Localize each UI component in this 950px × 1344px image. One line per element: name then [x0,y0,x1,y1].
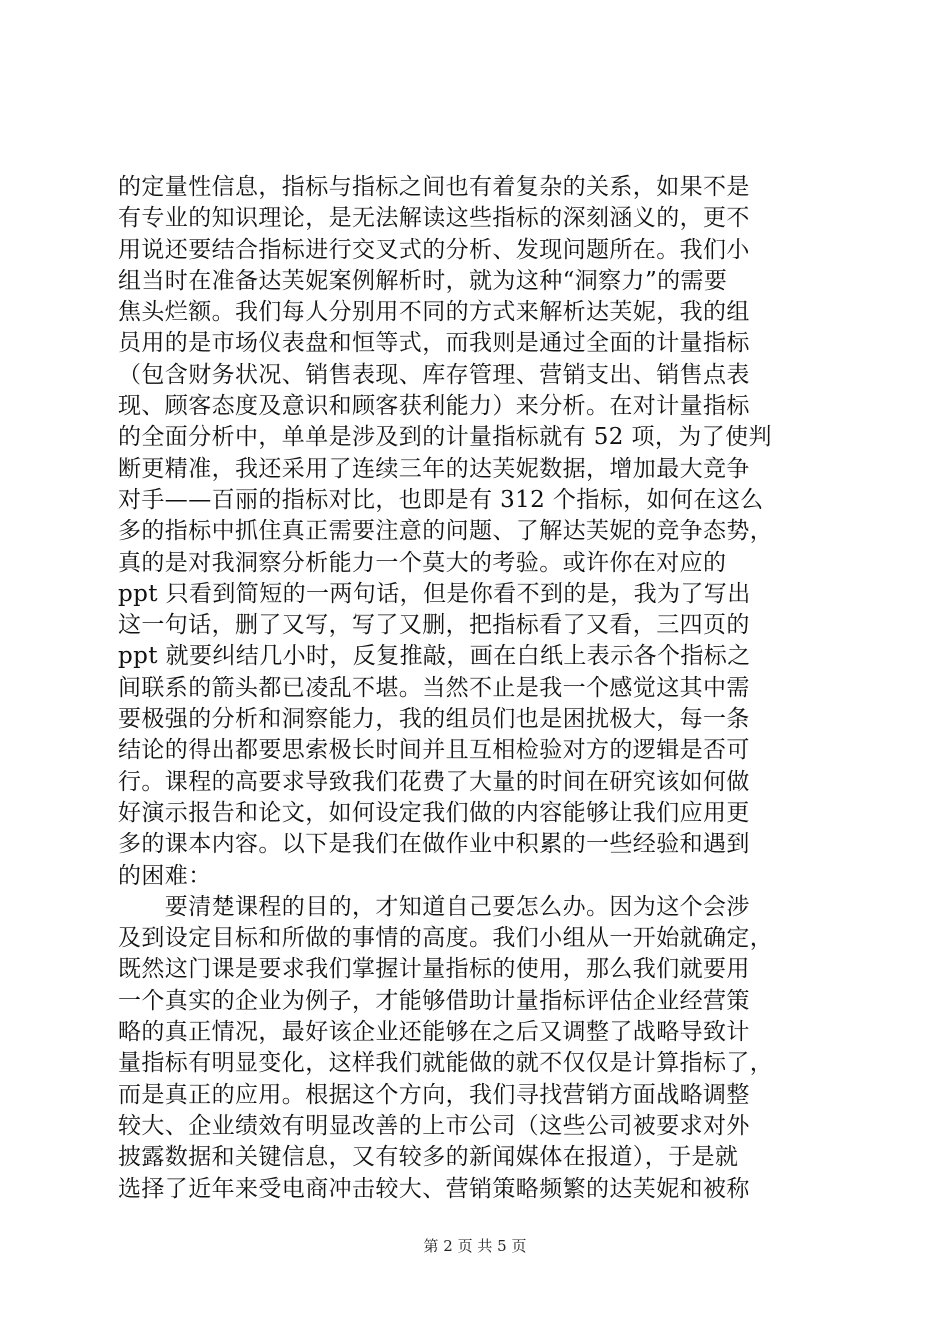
text-line: 要清楚课程的目的，才知道自己要怎么办。因为这个会涉 [118,893,750,920]
text-line: 要极强的分析和洞察能力，我的组员们也是困扰极大，每一条 [118,706,750,733]
text-line: 组当时在准备达芙妮案例解析时，就为这种“洞察力”的需要 [118,267,728,294]
text-line: 多的指标中抓住真正需要注意的问题、了解达芙妮的竞争态势， [118,518,774,545]
text-line: ppt 只看到简短的一两句话，但是你看不到的是，我为了写出 [118,580,751,607]
text-line: 员用的是市场仪表盘和恒等式，而我则是通过全面的计量指标 [118,330,750,357]
text-line: 及到设定目标和所做的事情的高度。我们小组从一开始就确定， [118,925,774,952]
text-line: 选择了近年来受电商冲击较大、营销策略频繁的达芙妮和被称 [118,1175,750,1202]
body-text [118,172,838,1205]
text-line: （包含财务状况、销售表现、库存管理、营销支出、销售点表 [118,361,750,388]
text-line: 用说还要结合指标进行交叉式的分析、发现问题所在。我们小 [118,236,750,263]
text-line: 对手——百丽的指标对比，也即是有 312 个指标，如何在这么 [118,486,764,513]
text-line: 焦头烂额。我们每人分别用不同的方式来解析达芙妮，我的组 [118,299,750,326]
text-line: 多的课本内容。以下是我们在做作业中积累的一些经验和遇到 [118,831,750,858]
text-line: 好演示报告和论文，如何设定我们做的内容能够让我们应用更 [118,799,750,826]
text-line: 既然这门课是要求我们掌握计量指标的使用，那么我们就要用 [118,956,750,983]
page-number-footer: 第 2 页 共 5 页 [423,1237,527,1255]
text-line: 真的是对我洞察分析能力一个莫大的考验。或许你在对应的 [118,549,727,576]
text-line: 的定量性信息，指标与指标之间也有着复杂的关系，如果不是 [118,174,750,200]
text-line: 结论的得出都要思索极长时间并且互相检验对方的逻辑是否可 [118,737,750,764]
text-line: 而是真正的应用。根据这个方向，我们寻找营销方面战略调整 [118,1081,750,1108]
text-line: 断更精准，我还采用了连续三年的达芙妮数据，增加最大竞争 [118,455,750,482]
text-line: 间联系的箭头都已凌乱不堪。当然不止是我一个感觉这其中需 [118,674,750,701]
text-line: 的全面分析中，单单是涉及到的计量指标就有 52 项，为了使判 [118,424,772,451]
text-line: 较大、企业绩效有明显改善的上市公司（这些公司被要求对外 [118,1112,750,1139]
text-line: 现、顾客态度及意识和顾客获利能力）来分析。在对计量指标 [118,393,750,420]
text-line: 披露数据和关键信息，又有较多的新闻媒体在报道），于是就 [118,1144,739,1171]
text-line: 一个真实的企业为例子，才能够借助计量指标评估企业经营策 [118,987,750,1014]
text-line: ppt 就要纠结几小时，反复推敲，画在白纸上表示各个指标之 [118,643,751,670]
text-line: 这一句话，删了又写，写了又删，把指标看了又看，三四页的 [118,612,750,639]
text-line: 有专业的知识理论，是无法解读这些指标的深刻涵义的，更不 [118,205,750,232]
text-line: 略的真正情况，最好该企业还能够在之后又调整了战略导致计 [118,1019,750,1046]
text-line: 量指标有明显变化，这样我们就能做的就不仅仅是计算指标了， [118,1050,774,1077]
text-line: 的困难： [118,862,212,889]
text-line: 行。课程的高要求导致我们花费了大量的时间在研究该如何做 [118,768,750,795]
